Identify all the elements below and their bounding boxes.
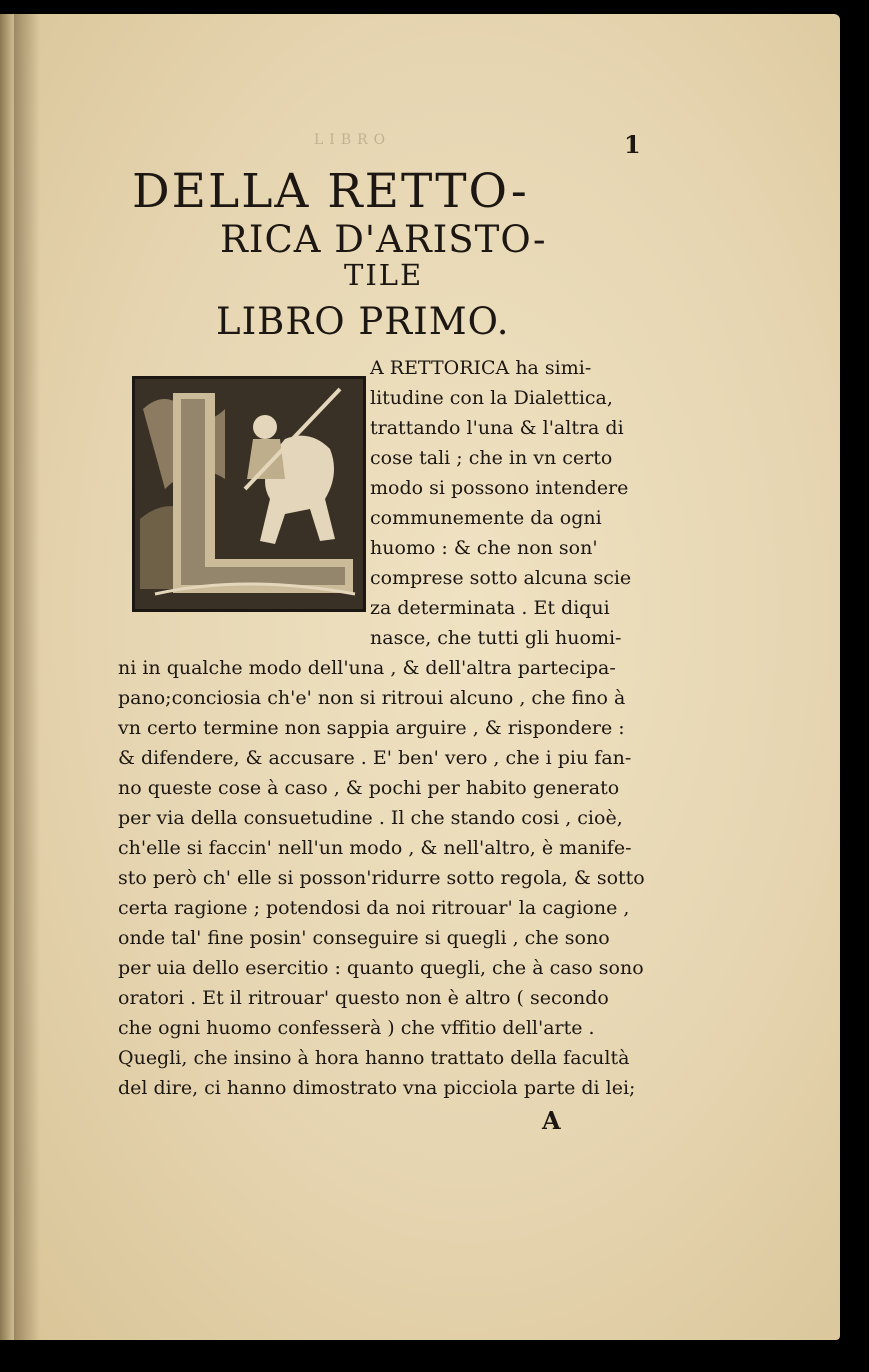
body-line-21: per uia dello esercitio : quanto quegli, che à caso sono bbox=[118, 957, 644, 979]
body-line-4: cose tali ; che in vn certo bbox=[370, 447, 613, 469]
catchword: A bbox=[542, 1106, 561, 1135]
body-line-13: vn certo termine non sappia arguire , & rispondere : bbox=[118, 717, 625, 739]
body-line-11: ni in qualche modo dell'una , & dell'altra partecipa- bbox=[118, 657, 616, 679]
body-line-5: modo si possono intendere bbox=[370, 477, 629, 499]
show-through-text: LIBRO bbox=[314, 132, 392, 148]
body-line-1: A RETTORICA ha simi- bbox=[370, 357, 592, 379]
body-line-7: huomo : & che non son' bbox=[370, 537, 598, 559]
body-line-14: & difendere, & accusare . E' ben' vero , che i piu fan- bbox=[118, 747, 632, 769]
body-line-17: ch'elle si faccin' nell'un modo , & nell'altro, è manife- bbox=[118, 837, 632, 859]
page-gutter-shadow bbox=[14, 14, 40, 1340]
body-line-8: comprese sotto alcuna scie bbox=[370, 567, 632, 589]
body-line-16: per via della consuetudine . Il che stando cosi , cioè, bbox=[118, 807, 623, 829]
title-line-3: TILE bbox=[344, 258, 424, 292]
book-page bbox=[14, 14, 840, 1340]
body-line-22: oratori . Et il ritrouar' questo non è altro ( secondo bbox=[118, 987, 609, 1009]
body-line-3: trattando l'una & l'altra di bbox=[370, 417, 624, 439]
book-heading: LIBRO PRIMO. bbox=[216, 300, 510, 343]
knight-on-horse-icon bbox=[135, 379, 363, 609]
woodcut-initial-l bbox=[132, 376, 366, 612]
body-line-24: Quegli, che insino à hora hanno trattato della facultà bbox=[118, 1047, 630, 1069]
title-line-1: DELLA RETTO- bbox=[132, 164, 529, 219]
body-line-2: litudine con la Dialettica, bbox=[370, 387, 613, 409]
body-line-19: certa ragione ; potendosi da noi ritrouar' la cagione , bbox=[118, 897, 630, 919]
body-line-25: del dire, ci hanno dimostrato vna picciola parte di lei; bbox=[118, 1077, 636, 1099]
body-line-9: za determinata . Et diqui bbox=[370, 597, 610, 619]
body-line-18: sto però ch' elle si posson'ridurre sotto regola, & sotto bbox=[118, 867, 645, 889]
body-line-20: onde tal' fine posin' conseguire si quegli , che sono bbox=[118, 927, 610, 949]
title-line-2: RICA D'ARISTO- bbox=[220, 218, 547, 261]
body-line-15: no queste cose à caso , & pochi per habito generato bbox=[118, 777, 620, 799]
body-line-12: pano;conciosia ch'e' non si ritroui alcuno , che fino à bbox=[118, 687, 626, 709]
body-line-23: che ogni huomo confesserà ) che vffitio dell'arte . bbox=[118, 1017, 595, 1039]
body-line-10: nasce, che tutti gli huomi- bbox=[370, 627, 622, 649]
page-number: 1 bbox=[624, 130, 641, 159]
body-line-6: communemente da ogni bbox=[370, 507, 602, 529]
